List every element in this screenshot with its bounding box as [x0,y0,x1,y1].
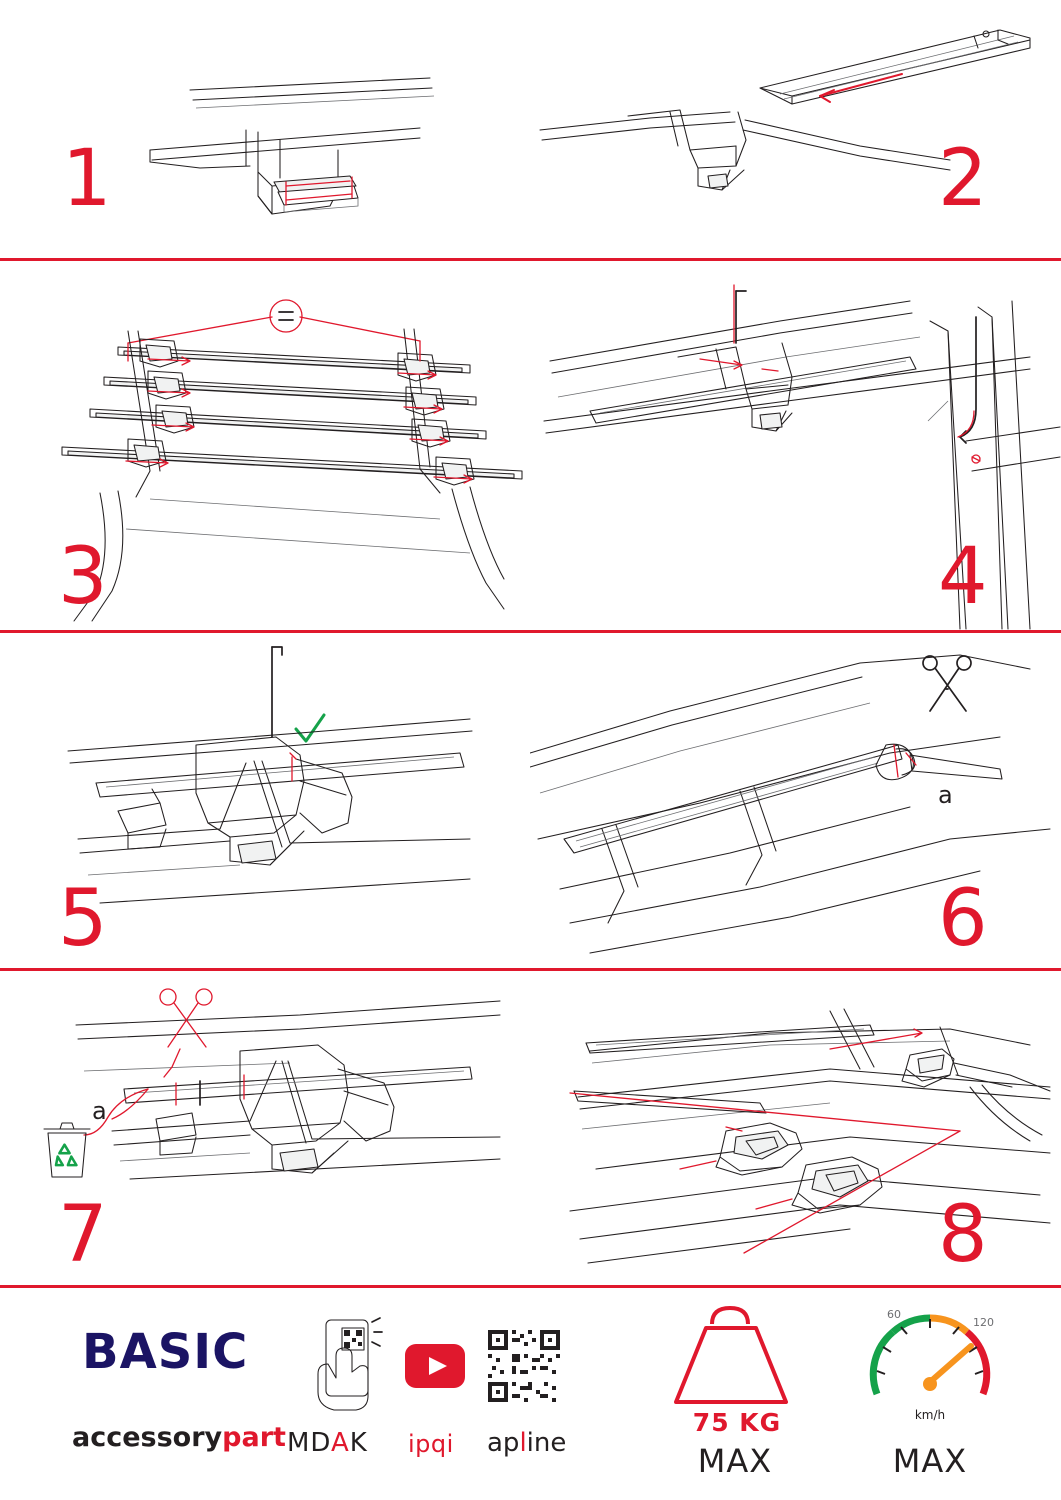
step-number-3: 3 [58,532,108,622]
qr-code-icon [488,1330,560,1402]
step-panel-8 [530,971,1061,1285]
logo-mdak-part-c: K [349,1428,368,1458]
step-panel-2 [530,0,1061,258]
step-number-1: 1 [62,134,112,224]
logo-mdak-part-a: MD [287,1428,331,1458]
callout-a-step7: a [92,1097,107,1125]
max-speed-icon [855,1298,1005,1413]
step-panel-1 [0,0,530,258]
max-speed-label: MAX [892,1442,968,1480]
speed-tick-120: 120 [973,1316,994,1329]
youtube-icon[interactable] [405,1344,465,1388]
callout-a-step6: a [938,781,953,809]
logo-apline-part-a: ap [487,1428,520,1458]
step-panel-3 [0,261,530,630]
brand-part-text: part [222,1422,286,1453]
brand-accessory-text: accessory [72,1422,223,1453]
logo-apline [487,1428,566,1458]
max-weight-label: MAX [697,1442,773,1480]
step-panel-7 [0,971,530,1285]
step-panel-5 [0,633,530,968]
logo-ipqi: ipqi [408,1430,454,1458]
step-number-6: 6 [938,874,988,964]
speed-unit-label: km/h [914,1408,946,1422]
step-number-8: 8 [938,1190,988,1280]
speed-tick-60: 60 [887,1308,901,1321]
logo-mdak-part-b: A [331,1428,350,1458]
step-panel-6 [530,633,1061,968]
scan-qr-phone-icon [312,1316,384,1416]
logo-apline-part-b: l [519,1428,527,1458]
brand-accessorypart-label [72,1422,286,1453]
step-panel-4 [530,261,1061,630]
step-number-5: 5 [58,874,108,964]
brand-basic-label: BASIC [82,1324,249,1380]
logo-mdak [287,1428,368,1458]
step-number-7: 7 [58,1190,108,1280]
max-weight-value: 75 KG [692,1408,782,1437]
step-number-4: 4 [938,532,988,622]
step-number-2: 2 [938,134,988,224]
footer [0,1288,1061,1500]
max-weight-icon [660,1302,810,1412]
logo-apline-part-c: ine [526,1428,567,1458]
